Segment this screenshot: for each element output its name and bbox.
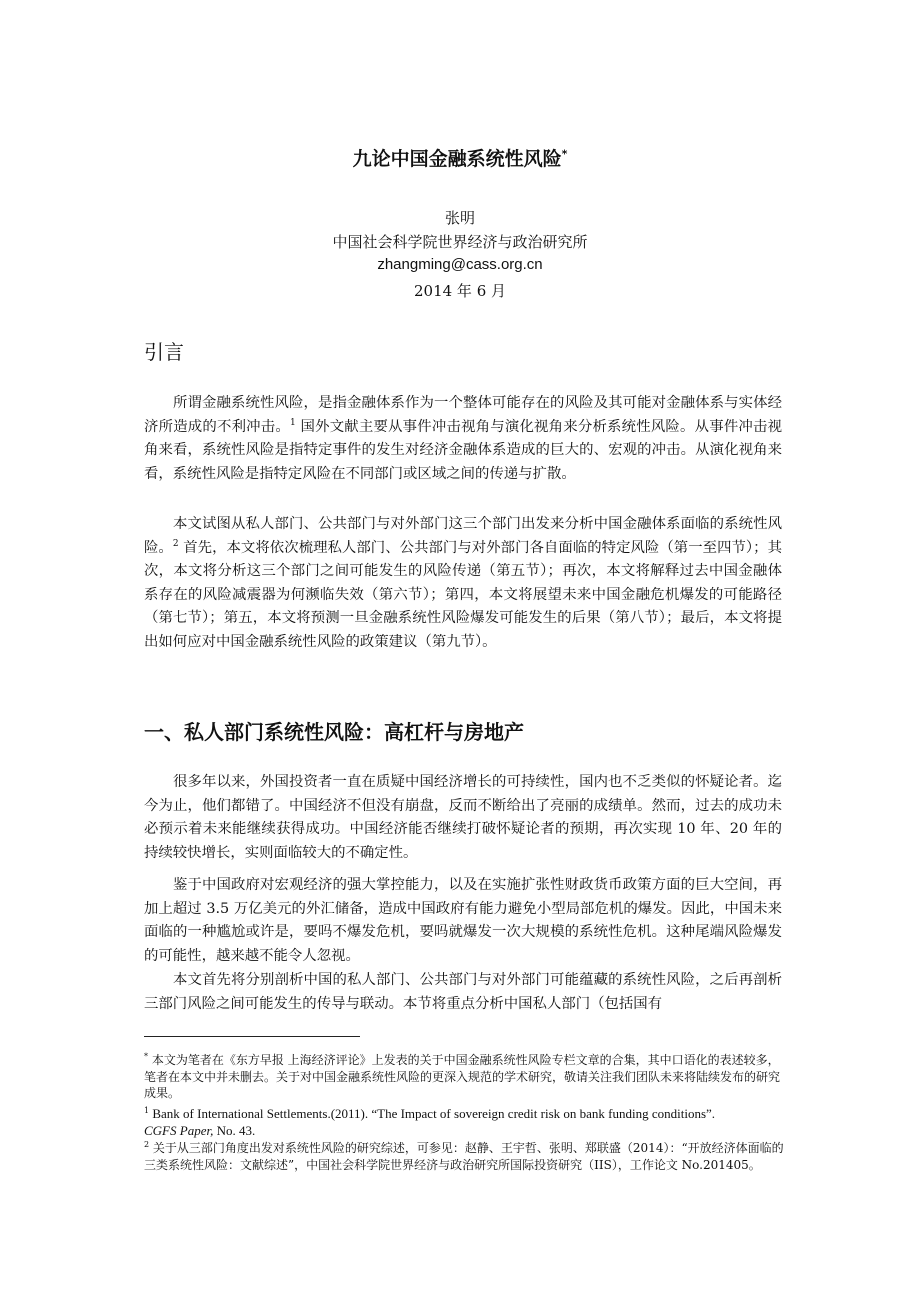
publication-date: 2014 年 6 月: [413, 282, 507, 300]
footnote-text: 本文为笔者在《东方早报 上海经济评论》上发表的关于中国金融系统性风险专栏文章的合集，其中口语化的表述较多，笔者在本文中并未删去。关于对中国金融系统性风险的更深入规范的学术研究，敬请关注我们团队未来将陆续发布的研究成果。: [144, 1053, 781, 1100]
section1-paragraph-1: 很多年以来，外国投资者一直在质疑中国经济增长的可持续性，国内也不乏类似的怀疑论者。迄今为止，他们都错了。中国经济不但没有崩盘，反而不断给出了亮丽的成绩单。然而，过去的成功未必预示着未来能继续获得成功。中国经济能否继续打破怀疑论者的预期，再次实现 10 年、20 年的持续较快增长，实则面临较大的不确定性。: [144, 774, 782, 861]
footnote-ref-2[interactable]: 2: [172, 538, 179, 549]
footnote-text: Bank of International Settlements.(2011). “The Impact of sovereign credit risk on bank funding conditions”.: [149, 1106, 716, 1121]
footnote-mark: 2: [144, 1140, 150, 1149]
title-text: 九论中国金融系统性风险: [352, 148, 562, 170]
footnote-text: 关于从三部门角度出发对系统性风险的研究综述，可参见：赵静、王宇哲、张明、郑联盛（2014）：“开放经济体面临的三类系统性风险：文献综述”，中国社会科学院世界经济与政治研究所国际投资研究（IIS），工作论文 No.201405。: [144, 1141, 784, 1172]
footnote-ref-1[interactable]: 1: [289, 417, 296, 428]
section1-paragraph-2: 鉴于中国政府对宏观经济的强大掌控能力，以及在实施扩张性财政货币政策方面的巨大空间，再加上超过 3.5 万亿美元的外汇储备，造成中国政府有能力避免小型局部危机的爆发。因此，中国未来面临的一种尴尬或许是，要吗不爆发危机，要吗就爆发一次大规模的系统性危机。这种尾端风险爆发的可能性，越来越不能令人忽视。: [144, 877, 782, 964]
paragraph-text: 国外文献主要从事件冲击视角与演化视角来分析系统性风险。从事件冲击视角来看，系统性风险是指特定事件的发生对经济金融体系造成的巨大的、宏观的冲击。从演化视角来看，系统性风险是指特定风险在不同部门或区域之间的传递与扩散。: [144, 418, 782, 482]
section-heading-intro: 引言: [144, 340, 184, 364]
paragraph-text: 首先，本文将依次梳理私人部门、公共部门与对外部门各自面临的特定风险（第一至四节）；其次，本文将分析这三个部门之间可能发生的风险传递（第五节）；再次，本文将解释过去中国金融体系存在的风险减震器为何濒临失效（第六节）；第四，本文将展望未来中国金融危机爆发的可能路径（第七节）；第五，本文将预测一旦金融系统性风险爆发可能发生的后果（第八节）；最后，本文将提出如何应对中国金融系统性风险的政策建议（第九节）。: [144, 539, 782, 650]
footnote-1: [144, 1103, 784, 1139]
footnote-star: [144, 1049, 784, 1102]
footnote-mark: 1: [144, 1106, 150, 1115]
title-footnote-mark[interactable]: *: [561, 147, 568, 161]
author-affiliation: 中国社会科学院世界经济与政治研究所: [332, 233, 588, 251]
footnote-mark: *: [144, 1052, 148, 1061]
section-heading-1: 一、私人部门系统性风险：高杠杆与房地产: [144, 720, 524, 744]
paper-title: [0, 144, 920, 171]
footnote-journal: CGFS Paper,: [144, 1122, 214, 1138]
intro-paragraph-2: [144, 513, 782, 655]
paragraph-text: 所谓金融系统性风险，是指金融体系作为一个整体可能存在的风险及其可能对金融体系与实体经济所造成的不利冲击。: [144, 395, 782, 435]
paragraph-text: 本文试图从私人部门、公共部门与对外部门这三个部门出发来分析中国金融体系面临的系统性风险。: [144, 516, 782, 556]
footnote-2: [144, 1137, 784, 1173]
intro-paragraph-1: [144, 392, 782, 486]
author-email[interactable]: zhangming@cass.org.cn: [377, 256, 543, 273]
footnote-separator: [144, 1036, 360, 1037]
author-name: 张明: [444, 209, 475, 227]
section1-paragraph-3: 本文首先将分别剖析中国的私人部门、公共部门与对外部门可能蕴藏的系统性风险，之后再剖析三部门风险之间可能发生的传导与联动。本节将重点分析中国私人部门（包括国有: [144, 972, 782, 1012]
footnote-text: No. 43.: [213, 1122, 256, 1138]
